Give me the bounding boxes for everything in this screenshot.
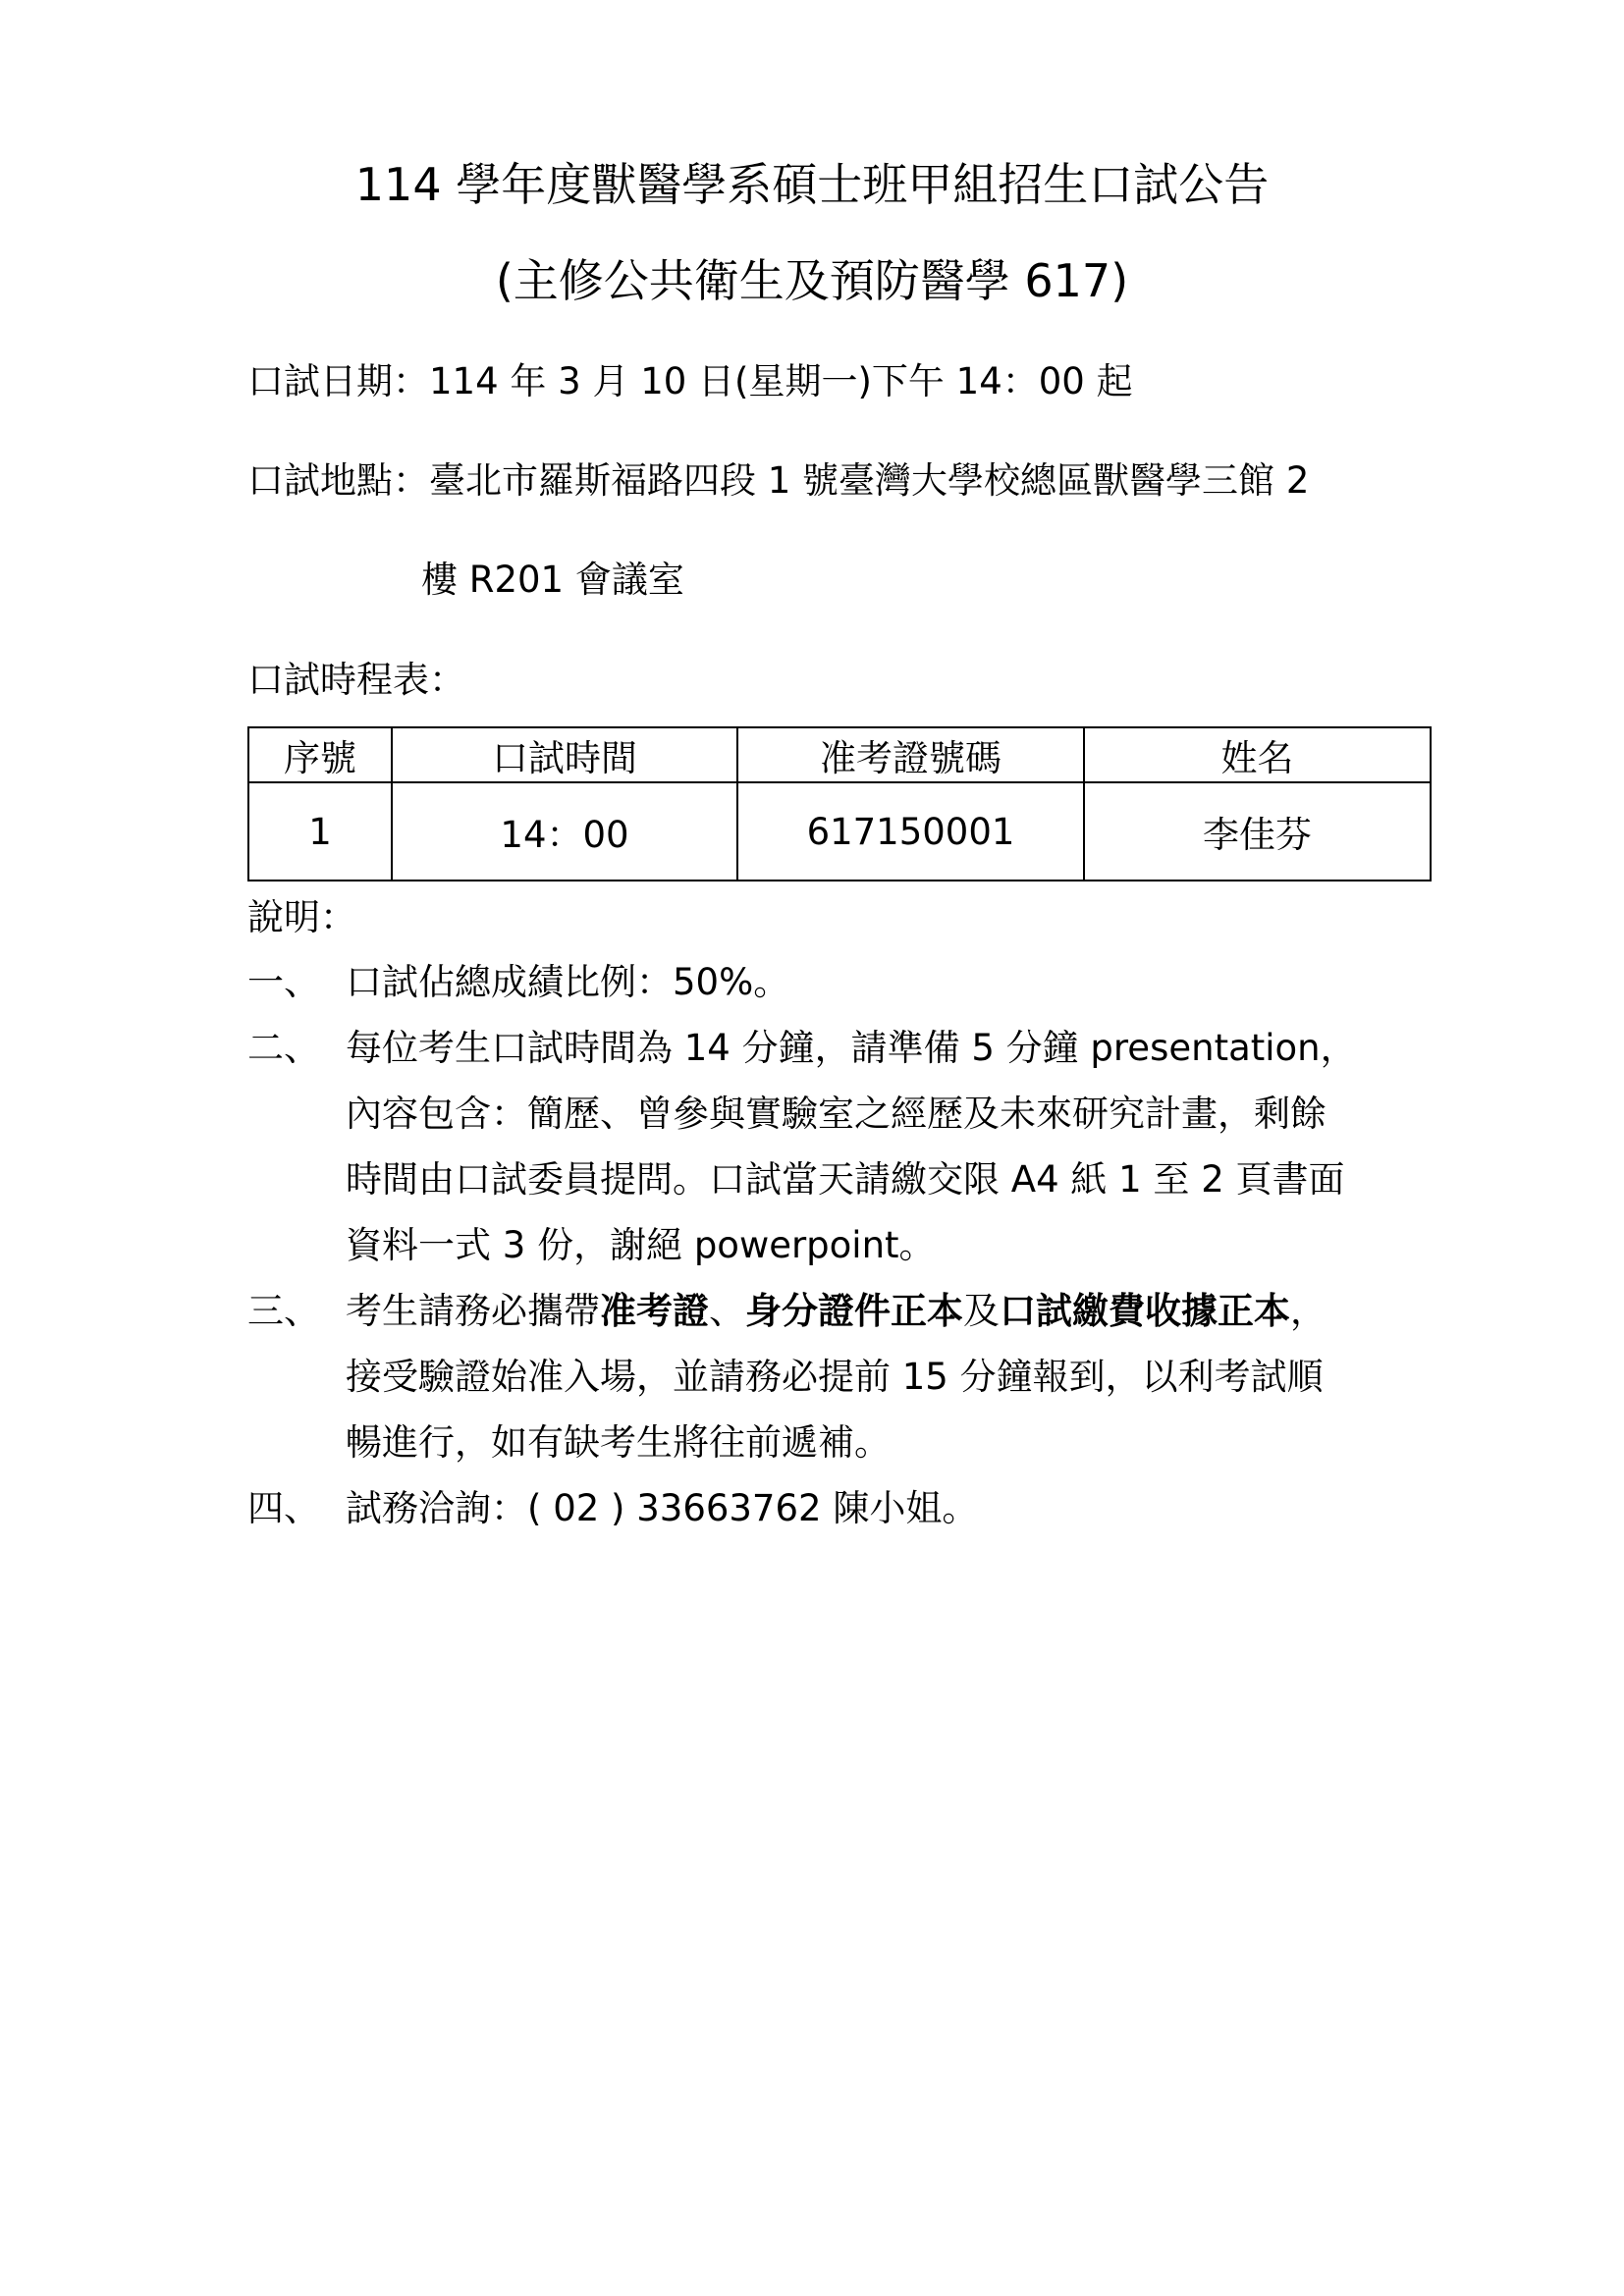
header-name: 姓名 (1084, 727, 1431, 782)
exam-date: 口試日期：114 年 3 月 10 日(星期一)下午 14：00 起 (247, 360, 1133, 402)
note-text: 時間由口試委員提問。口試當天請繳交限 A4 紙 1 至 2 頁書面 (346, 1158, 1345, 1201)
note-text: 試務洽詢：( 02 ) 33663762 陳小姐。 (346, 1487, 979, 1529)
cell-seq: 1 (248, 782, 392, 881)
note-text: 內容包含：簡歷、曾參與實驗室之經歷及未來研究計畫，剩餘 (346, 1093, 1326, 1135)
table-row (248, 782, 1431, 881)
note-text (346, 1278, 1377, 1344)
header-time: 口試時間 (392, 727, 737, 782)
note-text: 資料一式 3 份，謝絕 powerpoint。 (346, 1224, 936, 1266)
note-number: 二、 (247, 1027, 320, 1069)
note-text: 接受驗證始准入場，並請務必提前 15 分鐘報到，以利考試順 (346, 1356, 1324, 1398)
note-text-part: 、 (709, 1290, 745, 1332)
header-seq: 序號 (248, 727, 392, 782)
note-number: 一、 (247, 961, 320, 1003)
document-title: 114 學年度獸醫學系碩士班甲組招生口試公告 (354, 158, 1270, 211)
exam-place-line1: 口試地點：臺北市羅斯福路四段 1 號臺灣大學校總區獸醫學三館 2 (247, 459, 1310, 502)
notes-label: 說明： (247, 896, 356, 938)
emphasis-fee-receipt: 口試繳費收據正本 (1000, 1290, 1290, 1332)
note-text-part: 及 (963, 1290, 1000, 1332)
schedule-label: 口試時程表： (247, 659, 465, 701)
cell-name: 李佳芬 (1084, 782, 1431, 881)
cell-ticket-number: 617150001 (737, 782, 1084, 881)
note-number: 三、 (247, 1290, 320, 1332)
schedule-table (247, 726, 1432, 881)
table-header-row (248, 727, 1431, 782)
note-text: 暢進行，如有缺考生將往前遞補。 (346, 1421, 891, 1464)
emphasis-id-document: 身分證件正本 (745, 1290, 963, 1332)
cell-time: 14：00 (392, 782, 737, 881)
note-text-part: 考生請務必攜帶 (346, 1290, 600, 1332)
document-subtitle: (主修公共衛生及預防醫學 617) (495, 254, 1129, 307)
note-number: 四、 (247, 1487, 320, 1529)
note-text: 每位考生口試時間為 14 分鐘，請準備 5 分鐘 presentation， (346, 1027, 1357, 1069)
header-ticket-number: 准考證號碼 (737, 727, 1084, 782)
emphasis-ticket: 准考證 (600, 1290, 709, 1332)
note-text: 口試佔總成績比例：50%。 (346, 961, 790, 1003)
note-text-part: ， (1290, 1290, 1326, 1332)
exam-place-line2: 樓 R201 會議室 (421, 559, 684, 601)
